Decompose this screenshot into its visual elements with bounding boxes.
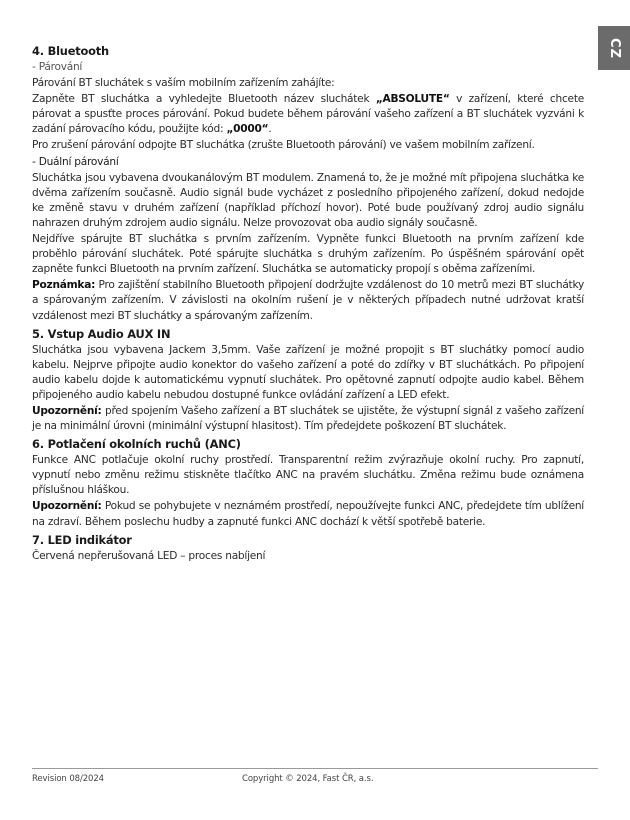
aux-warning-text: před spojením Vašeho zařízení a BT sluchátek se ujistěte, že výstupní signál z vašeho zařízení je na minimální úrovni (minimální výstupní hlasitost). Tím předejdete poškození BT sluchátek. bbox=[32, 404, 584, 433]
pairing-text-a: Zapněte BT sluchátka a vyhledejte Bluetooth název sluchátek bbox=[32, 93, 376, 106]
dual-pairing-paragraph-2: Nejdříve spárujte BT sluchátka s prvním zařízením. Vypněte funkci Bluetooth na prvním zařízení kde proběhlo párování sluchátek. Poté spárujte sluchátka s druhým zařízením. Po úspěšném spárování opět zapněte funkci Bluetooth na prvním zařízení. Sluchátka se automaticky propojí s oběma zařízeními. bbox=[32, 233, 584, 276]
section-title-bluetooth: 4. Bluetooth bbox=[32, 44, 109, 58]
anc-warning bbox=[32, 499, 584, 529]
pairing-text-b: v zařízení, které chcete párovat a spusťte proces párování. Pokud budete během párování vašeho zařízení a BT sluchátek vyzváni k zadání párovacího kódu, použijte kód: bbox=[32, 93, 584, 136]
aux-warning-label: Upozornění: bbox=[32, 404, 102, 417]
footer-divider bbox=[32, 768, 598, 769]
anc-warning-label: Upozornění: bbox=[32, 500, 102, 513]
language-tab-label: CZ bbox=[606, 37, 622, 59]
section-title-anc: 6. Potlačení okolních ruchů (ANC) bbox=[32, 437, 241, 452]
pairing-code: „0000“ bbox=[226, 123, 269, 136]
aux-paragraph: Sluchátka jsou vybavena Jackem 3,5mm. Vaše zařízení je možné propojit s BT sluchátky pomocí audio kabelu. Nejprve připojte audio konektor do vašeho zařízení a poté do zdířky v BT sluchátkách. Po připojení audio kabelu dojde k automatickému vypnutí sluchátek. Pro opětovné zapnutí odpojte audio kabel. Během připojeného audio kabelu nebudou dostupné funkce ovládání zařízení a LED efekt. bbox=[32, 343, 584, 401]
language-tab bbox=[598, 26, 630, 70]
note-label: Poznámka: bbox=[32, 279, 96, 292]
pairing-subheading: - Párování bbox=[32, 61, 83, 73]
anc-paragraph: Funkce ANC potlačuje okolní ruchy prostředí. Transparentní režim zvýrazňuje okolní ruchy. Pro zapnutí, vypnutí nebo změnu režimu stiskněte tlačítko ANC na pravém sluchátku. Změna režimu bude oznámena příslušnou hláškou. bbox=[32, 454, 584, 497]
section-title-led: 7. LED indikátor bbox=[32, 532, 132, 547]
pairing-intro: Párování BT sluchátek s vaším mobilním zařízením zahájíte: bbox=[32, 77, 335, 90]
pairing-paragraph bbox=[32, 92, 584, 137]
led-paragraph: Červená nepřerušovaná LED – proces nabíjení bbox=[32, 549, 266, 562]
footer-copyright: Copyright © 2024, Fast ČR, a.s. bbox=[242, 774, 374, 784]
section-title-aux: 5. Vstup Audio AUX IN bbox=[32, 326, 171, 341]
pairing-text-c: . bbox=[268, 123, 272, 136]
anc-warning-text: Pokud se pohybujete v neznámém prostředí, nepoužívejte funkci ANC, předejdete tím ublížení na zdraví. Během poslechu hudby a zapnuté funkci ANC dochází k větší spotřebě baterie. bbox=[32, 500, 584, 528]
bluetooth-note bbox=[32, 278, 584, 323]
aux-warning bbox=[32, 404, 584, 434]
device-name: „ABSOLUTE“ bbox=[375, 93, 450, 106]
footer-revision: Revision 08/2024 bbox=[32, 774, 104, 784]
unpair-paragraph: Pro zrušení párování odpojte BT sluchátka (zrušte Bluetooth párování) ve vašem mobilním zařízení. bbox=[32, 139, 535, 152]
note-text: Pro zajištění stabilního Bluetooth připojení dodržujte vzdálenost do 10 metrů mezi BT sluchátky a spárovaným zařízením. V závislosti na okolním rušení je v některých případech nutné udržovat kratší vzdálenost mezi BT sluchátky a spárovaným zařízením. bbox=[32, 279, 584, 322]
dual-pairing-subheading: - Duální párování bbox=[32, 155, 119, 168]
page-content bbox=[32, 41, 584, 565]
dual-pairing-paragraph-1: Sluchátka jsou vybavena dvoukanálovým BT modulem. Znamená to, že je možné mít připojena sluchátka ke dvěma zařízením současně. Audio signál bude vycházet z posledního připojeného zařízení, dokud nedojde ke změně stavu v druhém zařízení (například příchozí hovor). Poté bude používaný zdroj audio signálu nahrazen druhým zdrojem audio signálu. Nelze provozovat oba audio signály současně. bbox=[32, 171, 584, 229]
